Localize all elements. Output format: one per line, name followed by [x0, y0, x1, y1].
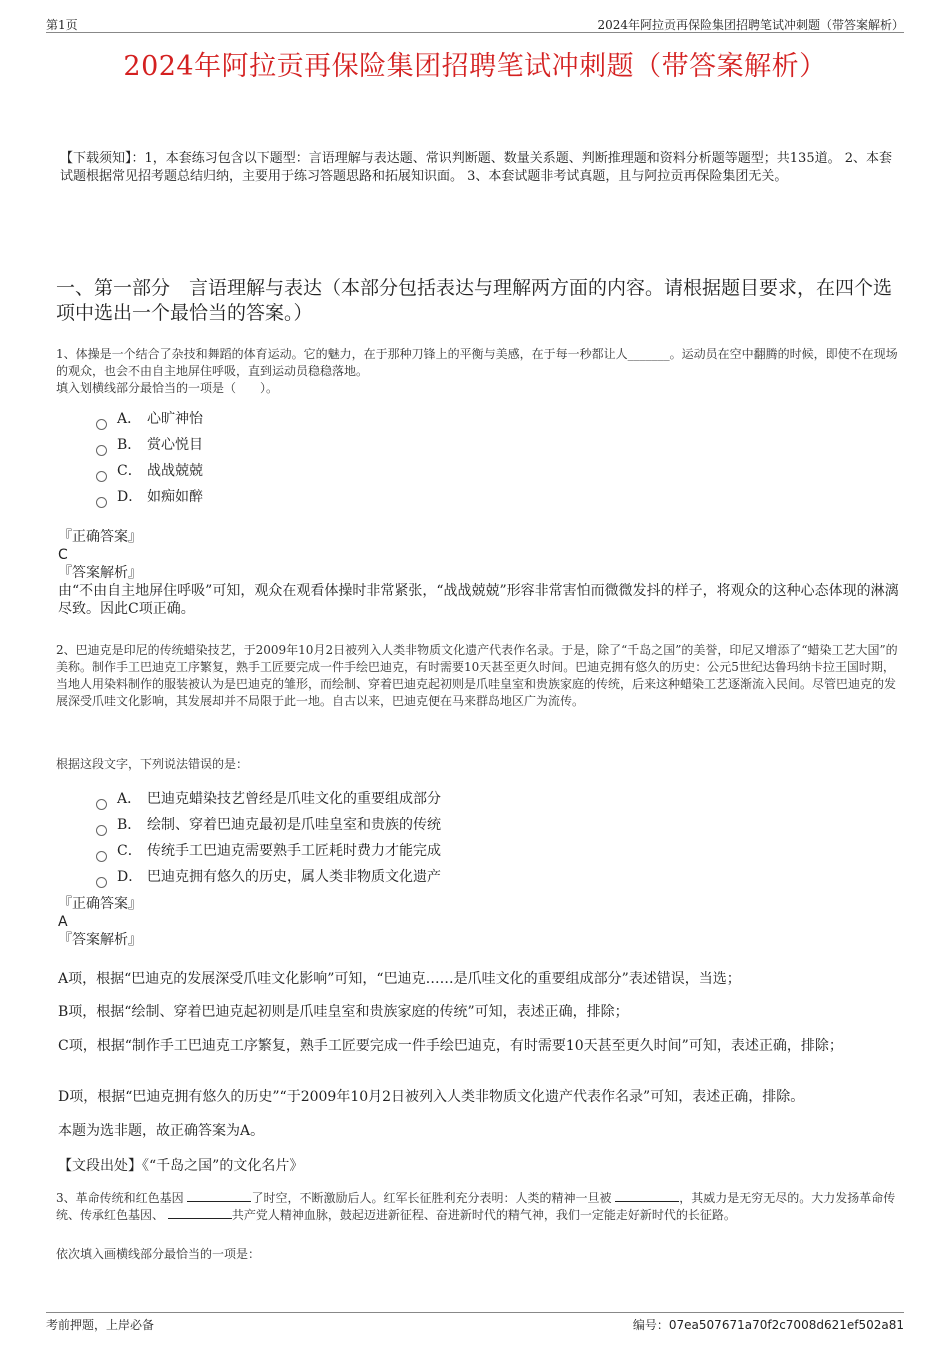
question-2-answer-block — [58, 895, 900, 949]
question-3-prompt: 依次填入画横线部分最恰当的一项是： — [56, 1247, 261, 1261]
option-label: C． — [117, 843, 142, 859]
fill-blank[interactable] — [615, 1190, 679, 1202]
analysis-text: 由“不由自主地屏住呼吸”可知，观众在观看体操时非常紧张，“战战兢兢”形容非常害怕而微微发抖的样子，将观众的这种心态体现的淋漓尽致。因此C项正确。 — [58, 583, 899, 617]
analysis-line-d: D项，根据“巴迪克拥有悠久的历史”“于2009年10月2日被列入人类非物质文化遗产代表作名录”可知，表述正确，排除。 — [58, 1089, 805, 1105]
section-heading: 一、第一部分 言语理解与表达（本部分包括表达与理解两方面的内容。请根据题目要求，在四个选项中选出一个最恰当的答案。） — [56, 277, 893, 324]
option-d[interactable] — [96, 484, 203, 510]
radio-icon[interactable] — [96, 419, 107, 430]
source-note: 【文段出处】《“千岛之国”的文化名片》 — [58, 1158, 304, 1174]
footer-slogan: 考前押题，上岸必备 — [46, 1318, 155, 1332]
question-2-prompt: 根据这段文字，下列说法错误的是： — [56, 757, 249, 771]
question-2-options — [96, 786, 441, 890]
page-title: 2024年阿拉贡再保险集团招聘笔试冲刺题（带答案解析） — [123, 51, 827, 82]
footer-code — [633, 1316, 904, 1333]
question-1-prompt: 填入划横线部分最恰当的一项是（ ）。 — [56, 381, 279, 395]
option-b[interactable] — [96, 812, 441, 838]
option-text: 绘制、穿着巴迪克最初是爪哇皇室和贵族的传统 — [147, 817, 441, 833]
option-c[interactable] — [96, 838, 441, 864]
fill-blank[interactable] — [187, 1190, 251, 1202]
page-footer — [46, 1312, 904, 1333]
download-notice: 【下载须知】：1，本套练习包含以下题型：言语理解与表达题、常识判断题、数量关系题、判断推理题和资料分析题等题型；共135道。 2、本套试题根据常见招考题总结归纳，主要用于练习答题思路和拓展知识面。 3、本套试题非考试真题，且与阿拉贡再保险集团无关。 — [60, 151, 892, 184]
page-number: 第1页 — [46, 18, 78, 32]
option-label: C． — [117, 463, 142, 479]
analysis-title: 『答案解析』 — [58, 565, 142, 581]
option-text: 巴迪克蜡染技艺曾经是爪哇文化的重要组成部分 — [147, 791, 441, 807]
option-text: 如痴如醉 — [147, 489, 203, 505]
option-text: 巴迪克拥有悠久的历史，属人类非物质文化遗产 — [147, 869, 441, 885]
radio-icon[interactable] — [96, 799, 107, 810]
question-1-stem: 1、体操是一个结合了杂技和舞蹈的体育运动。它的魅力，在于那种刀锋上的平衡与美感，在于每一秒都让人_______。运动员在空中翻腾的时候，即使不在现场的观众，也会不由自主地屏住呼吸，直到运动员稳稳落地。 — [56, 347, 898, 378]
option-a[interactable] — [96, 786, 441, 812]
radio-icon[interactable] — [96, 471, 107, 482]
option-label: A． — [117, 411, 142, 427]
option-label: B． — [117, 817, 142, 833]
option-label: D． — [117, 489, 143, 505]
radio-icon[interactable] — [96, 825, 107, 836]
option-c[interactable] — [96, 458, 203, 484]
question-1-answer-block — [58, 528, 900, 618]
question-3-text — [56, 1190, 900, 1224]
option-label: B． — [117, 437, 142, 453]
q3-part: ，其威力是无穷无尽的。大力发扬革命传统、传承红色基因、 — [56, 1191, 896, 1222]
radio-icon[interactable] — [96, 877, 107, 888]
analysis-title: 『答案解析』 — [58, 932, 142, 948]
code-value: 07ea507671a70f2c7008d621ef502a81 — [668, 1318, 904, 1332]
q3-part: 3、革命传统和红色基因 — [56, 1191, 188, 1205]
correct-answer: A — [58, 914, 68, 930]
q3-part: 共产党人精神血脉，鼓起迈进新征程、奋进新时代的精气神，我们一定能走好新时代的长征路。 — [231, 1208, 736, 1222]
answer-title: 『正确答案』 — [58, 896, 142, 912]
option-text: 赏心悦目 — [147, 437, 203, 453]
code-label: 编号： — [632, 1318, 669, 1332]
header-doc-title: 2024年阿拉贡再保险集团招聘笔试冲刺题（带答案解析） — [597, 18, 904, 32]
option-a[interactable] — [96, 406, 203, 432]
radio-icon[interactable] — [96, 445, 107, 456]
q3-part: 了时空，不断激励后人。红军长征胜利充分表明：人类的精神一旦被 — [251, 1191, 616, 1205]
option-label: D． — [117, 869, 143, 885]
option-text: 战战兢兢 — [147, 463, 203, 479]
option-d[interactable] — [96, 864, 441, 890]
question-1-options — [96, 406, 203, 510]
option-label: A． — [117, 791, 142, 807]
question-1-text — [56, 346, 900, 397]
analysis-conclusion: 本题为选非题，故正确答案为A。 — [58, 1123, 265, 1139]
option-text: 心旷神怡 — [147, 411, 203, 427]
analysis-line-a: A项，根据“巴迪克的发展深受爪哇文化影响”可知，“巴迪克……是爪哇文化的重要组成部分”表述错误，当选； — [58, 971, 741, 987]
option-text: 传统手工巴迪克需要熟手工匠耗时费力才能完成 — [147, 843, 441, 859]
page-header — [46, 14, 904, 33]
radio-icon[interactable] — [96, 497, 107, 508]
correct-answer: C — [58, 547, 68, 563]
question-2-text: 2、巴迪克是印尼的传统蜡染技艺，于2009年10月2日被列入人类非物质文化遗产代表作名录。于是，除了“千岛之国”的美誉，印尼又增添了“蜡染工艺大国”的美称。制作手工巴迪克工序繁复，熟手工匠要完成一件手绘巴迪克，有时需要10天甚至更久时间。巴迪克拥有悠久的历史：公元5世纪达鲁玛纳卡拉王国时期，当地人用染料制作的服装被认为是巴迪克的雏形，而绘制、穿着巴迪克起初则是爪哇皇室和贵族家庭的传统，后来这种蜡染工艺逐渐流入民间。尽管巴迪克的发展深受爪哇文化影响，其发展却并不局限于此一地。自古以来，巴迪克便在马来群岛地区广为流传。 — [56, 643, 898, 708]
fill-blank[interactable] — [168, 1207, 232, 1219]
radio-icon[interactable] — [96, 851, 107, 862]
analysis-line-b: B项，根据“绘制、穿着巴迪克起初则是爪哇皇室和贵族家庭的传统”可知，表述正确，排除； — [58, 1004, 629, 1020]
analysis-line-c: C项，根据“制作手工巴迪克工序繁复，熟手工匠要完成一件手绘巴迪克，有时需要10天甚至更久时间”可知，表述正确，排除； — [58, 1038, 843, 1054]
answer-title: 『正确答案』 — [58, 529, 142, 545]
option-b[interactable] — [96, 432, 203, 458]
